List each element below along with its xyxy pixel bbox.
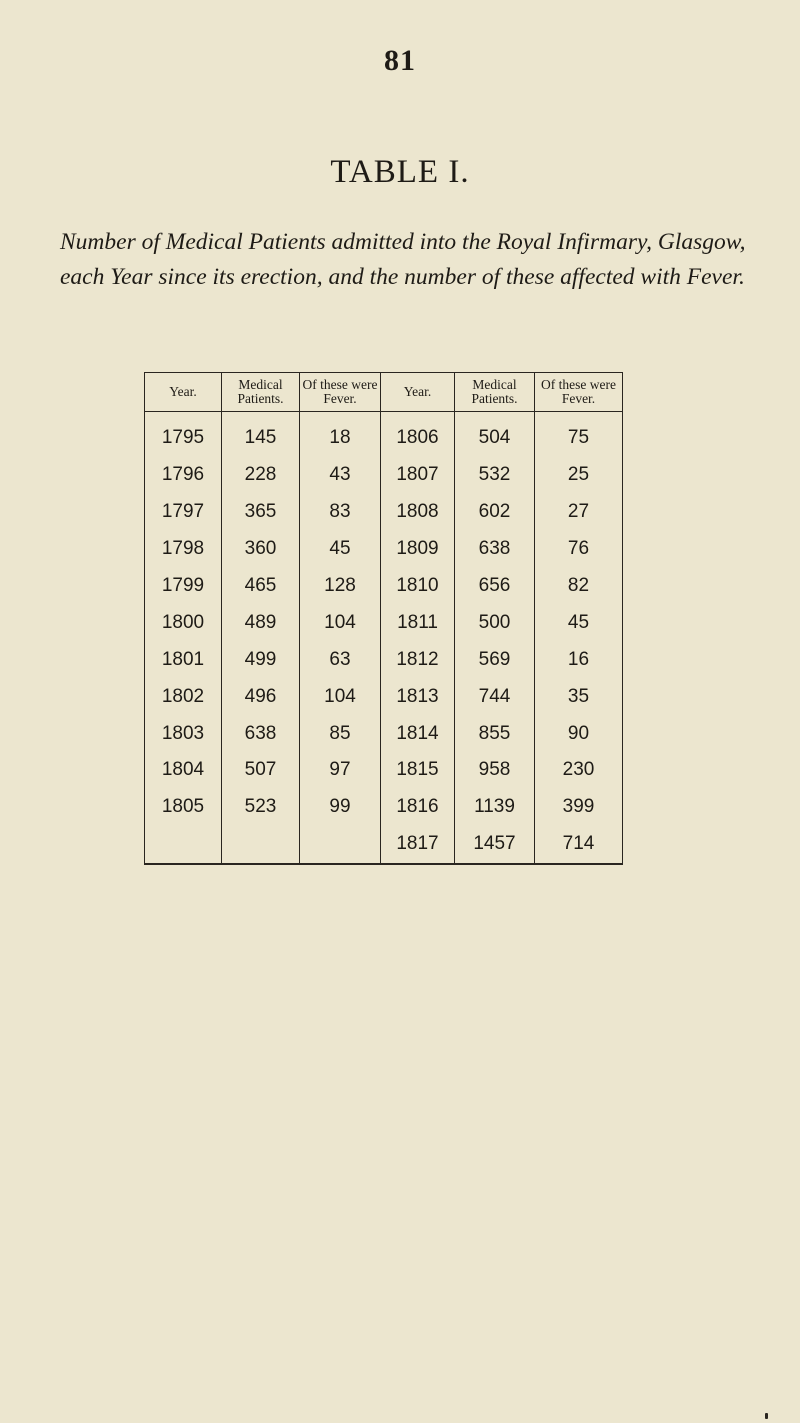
- cell-year: 1812: [381, 641, 455, 678]
- cell-fever: 714: [562, 833, 595, 855]
- cell-medical-patients: 465: [222, 568, 300, 605]
- cell-year: 1809: [381, 531, 455, 568]
- cell-medical-patients: 744: [455, 678, 535, 715]
- cell-fever: 35: [567, 685, 590, 707]
- cell-year: [145, 826, 222, 864]
- cell-medical-patients: 569: [455, 641, 535, 678]
- cell-fever: 104: [300, 604, 381, 641]
- cell-medical-patients: 1457: [455, 826, 535, 864]
- cell-medical-patients: 360: [222, 531, 300, 568]
- table-row: [145, 568, 623, 605]
- cell-fever: 45: [567, 611, 590, 633]
- cell-year: 1796: [145, 457, 222, 494]
- cell-year: 1802: [145, 678, 222, 715]
- header-medical-patients: Medical Patients.: [222, 373, 300, 412]
- cell-year: 1817: [381, 826, 455, 864]
- cell-medical-patients: 504: [455, 412, 535, 457]
- table-row: [145, 789, 623, 826]
- cell-medical-patients: 365: [222, 494, 300, 531]
- cell-year: 1806: [381, 412, 455, 457]
- header-year: Year.: [145, 373, 222, 412]
- cell-year: 1805: [145, 789, 222, 826]
- cell-medical-patients: 638: [455, 531, 535, 568]
- cell-fever: 85: [300, 715, 381, 752]
- table-row: [145, 412, 623, 457]
- cell-year: 1799: [145, 568, 222, 605]
- cell-medical-patients: 855: [455, 715, 535, 752]
- cell-fever: [300, 826, 381, 864]
- header-year: Year.: [381, 373, 455, 412]
- table-row: [145, 641, 623, 678]
- cell-fever: 90: [567, 722, 590, 744]
- cell-year: 1797: [145, 494, 222, 531]
- cell-medical-patients: 656: [455, 568, 535, 605]
- cell-fever: 128: [300, 568, 381, 605]
- cell-medical-patients: 496: [222, 678, 300, 715]
- cell-year: 1813: [381, 678, 455, 715]
- cell-fever: 99: [300, 789, 381, 826]
- cell-medical-patients: 1139: [455, 789, 535, 826]
- cell-year: 1807: [381, 457, 455, 494]
- cell-year: 1811: [381, 604, 455, 641]
- table-row: [145, 457, 623, 494]
- cell-medical-patients: 958: [455, 752, 535, 789]
- cell-year: 1810: [381, 568, 455, 605]
- cell-year: 1814: [381, 715, 455, 752]
- cell-medical-patients: 507: [222, 752, 300, 789]
- cell-year: 1798: [145, 531, 222, 568]
- header-fever: Of these were Fever.: [300, 373, 381, 412]
- table-row: [145, 678, 623, 715]
- cell-year: 1803: [145, 715, 222, 752]
- cell-fever: 104: [300, 678, 381, 715]
- cell-year: 1816: [381, 789, 455, 826]
- cell-medical-patients: 532: [455, 457, 535, 494]
- cell-medical-patients: 489: [222, 604, 300, 641]
- ink-mark: [765, 1413, 768, 1419]
- table-row: [145, 715, 623, 752]
- table-row: [145, 494, 623, 531]
- cell-fever: 75: [567, 427, 590, 449]
- cell-fever: 45: [300, 531, 381, 568]
- cell-year: 1801: [145, 641, 222, 678]
- cell-year: 1795: [145, 412, 222, 457]
- cell-medical-patients: 499: [222, 641, 300, 678]
- cell-medical-patients: 228: [222, 457, 300, 494]
- table-row: [145, 752, 623, 789]
- cell-year: 1815: [381, 752, 455, 789]
- cell-fever: 230: [562, 759, 595, 781]
- cell-medical-patients: 145: [222, 412, 300, 457]
- cell-medical-patients: [222, 826, 300, 864]
- cell-fever: 16: [567, 648, 590, 670]
- cell-medical-patients: 602: [455, 494, 535, 531]
- cell-medical-patients: 500: [455, 604, 535, 641]
- cell-medical-patients: 638: [222, 715, 300, 752]
- cell-medical-patients: 523: [222, 789, 300, 826]
- cell-fever: 83: [300, 494, 381, 531]
- table-row: [145, 531, 623, 568]
- cell-fever: 43: [300, 457, 381, 494]
- table-body: [145, 412, 623, 864]
- cell-fever: 399: [562, 796, 595, 818]
- page-number: 81: [384, 44, 416, 77]
- table-title: TABLE I.: [330, 154, 470, 190]
- cell-fever: 82: [567, 575, 590, 596]
- cell-year: 1800: [145, 604, 222, 641]
- table-caption: Number of Medical Patients admitted into the Royal Infirmary, Glasgow, each Year since its erection, and the number of these affected with Fever.: [60, 229, 746, 290]
- cell-year: 1808: [381, 494, 455, 531]
- cell-fever: 27: [567, 501, 590, 523]
- cell-fever: 76: [567, 538, 590, 560]
- cell-fever: 25: [567, 464, 590, 486]
- header-fever: Of these were Fever.: [535, 373, 623, 412]
- cell-year: 1804: [145, 752, 222, 789]
- fever-admissions-table: [144, 372, 623, 865]
- table-header-row: [145, 373, 623, 412]
- cell-fever: 18: [300, 412, 381, 457]
- header-medical-patients: Medical Patients.: [455, 373, 535, 412]
- cell-fever: 63: [300, 641, 381, 678]
- table-row: [145, 604, 623, 641]
- table-row: [145, 826, 623, 864]
- cell-fever: 97: [300, 752, 381, 789]
